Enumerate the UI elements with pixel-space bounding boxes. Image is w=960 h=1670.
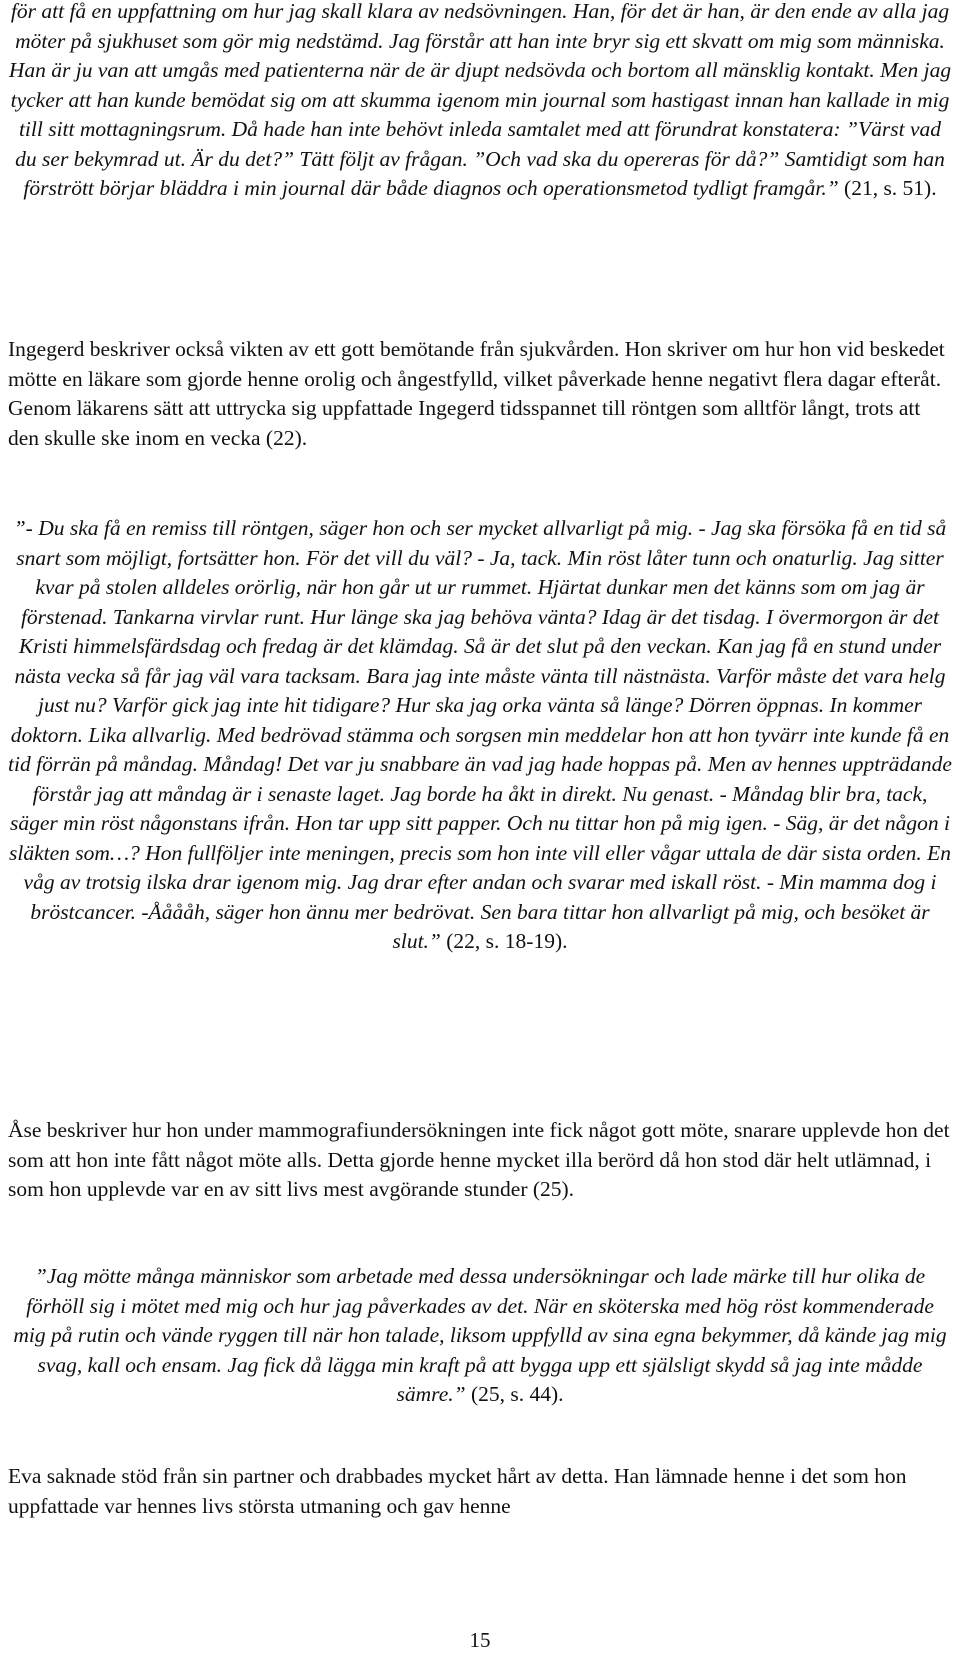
block-quote-1 (8, 0, 952, 204)
block-quote-3 (8, 1262, 952, 1410)
block-quote-2 (8, 514, 952, 957)
quote-1-citation: (21, s. 51). (844, 176, 937, 200)
quote-2-citation: (22, s. 18-19). (446, 929, 568, 953)
body-paragraph-1: Ingegerd beskriver också vikten av ett gott bemötande från sjukvården. Hon skriver om hur hon vid beskedet mötte en läkare som gjorde henne orolig och ångestfylld, vilket påverkade henne negativt flera dagar efteråt. Genom läkarens sätt att uttrycka sig uppfattade Ingegerd tidsspannet till röntgen som alltför långt, trots att den skulle ske inom en vecka (22). (8, 337, 945, 450)
body-paragraph-2: Åse beskriver hur hon under mammografiundersökningen inte fick något gott möte, snarare upplevde hon det som att hon inte fått något möte alls. Detta gjorde henne mycket illa berörd då hon stod där helt utlämnad, i som hon upplevde var en av sitt livs mest avgörande stunder (25). (8, 1118, 950, 1201)
page-number: 15 (469, 1628, 491, 1652)
quote-3-citation: (25, s. 44). (470, 1382, 564, 1406)
quote-3-text: ”Jag mötte många människor som arbetade med dessa undersökningar och lade märke till hur olika de förhöll sig i mötet med mig och hur jag påverkades av det. När en sköterska med hög röst kommenderade mig på rutin och vände ryggen till när hon talade, liksom uppfylld av sina egna bekymmer, då kände jag mig svag, kall och ensam. Jag fick då lägga min kraft på att bygga upp ett själsligt skydd så jag inte mådde sämre.” (13, 1264, 947, 1406)
quote-2-text: ”- Du ska få en remiss till röntgen, säger hon och ser mycket allvarligt på mig. - Jag ska försöka få en tid så snart som möjligt, fortsätter hon. För det vill du väl? - Ja, tack. Min röst låter tunn och onaturlig. Jag sitter kvar på stolen alldeles orörlig, när hon går ut ur rummet. Hjärtat dunkar men det känns som om jag är förstenad. Tankarna virvlar runt. Hur länge ska jag behöva vänta? Idag är det tisdag. I övermorgon är det Kristi himmelsfärdsdag och fredag är det klämdag. Så är det slut på den veckan. Kan jag få en stund under nästa vecka så får jag väl vara tacksam. Bara jag inte måste vänta till nästnästa. Varför måste det vara helg just nu? Varför gick jag inte hit tidigare? Hur ska jag orka vänta så länge? Dörren öppnas. In kommer doktorn. Lika allvarlig. Med bedrövad stämma och sorgsen min meddelar hon att hon tyvärr inte kunde få en tid förrän på måndag. Måndag! Det var ju snabbare än vad jag hade hoppas på. Men av hennes uppträdande förstår jag att måndag är i senaste laget. Jag borde ha åkt in direkt. Nu genast. - Måndag blir bra, tack, säger min röst någonstans ifrån. Hon tar upp sitt papper. Och nu tittar hon på mig igen. - Säg, är det någon i släkten som…? Hon fullföljer inte meningen, precis som hon inte vill eller vågar uttala de där sista orden. En våg av trotsig ilska drar igenom mig. Jag drar efter andan och svarar med iskall röst. - Min mamma dog i bröstcancer. -Ååååh, säger hon ännu mer bedrövat. Sen bara tittar hon allvarligt på mig, och besöket är slut.” (8, 516, 952, 953)
quote-1-text: för att få en uppfattning om hur jag skall klara av nedsövningen. Han, för det är han, är den ende av alla jag möter på sjukhuset som gör mig nedstämd. Jag förstår att han inte bryr sig ett skvatt om mig som människa. Han är ju van att umgås med patienterna när de är djupt nedsövda och bortom all mänsklig kontakt. Men jag tycker att han kunde bemödat sig om att skumma igenom min journal som hastigast innan han kallade in mig till sitt mottagningsrum. Då hade han inte behövt inleda samtalet med att förundrat konstatera: ”Värst vad du ser bekymrad ut. Är du det?” Tätt följt av frågan. ”Och vad ska du opereras för då?” Samtidigt som han förstrött börjar bläddra i min journal där både diagnos och operationsmetod tydligt framgår.” (8, 0, 952, 200)
body-paragraph-3: Eva saknade stöd från sin partner och drabbades mycket hårt av detta. Han lämnade henne i det som hon uppfattade var hennes livs största utmaning och gav henne (8, 1464, 907, 1518)
